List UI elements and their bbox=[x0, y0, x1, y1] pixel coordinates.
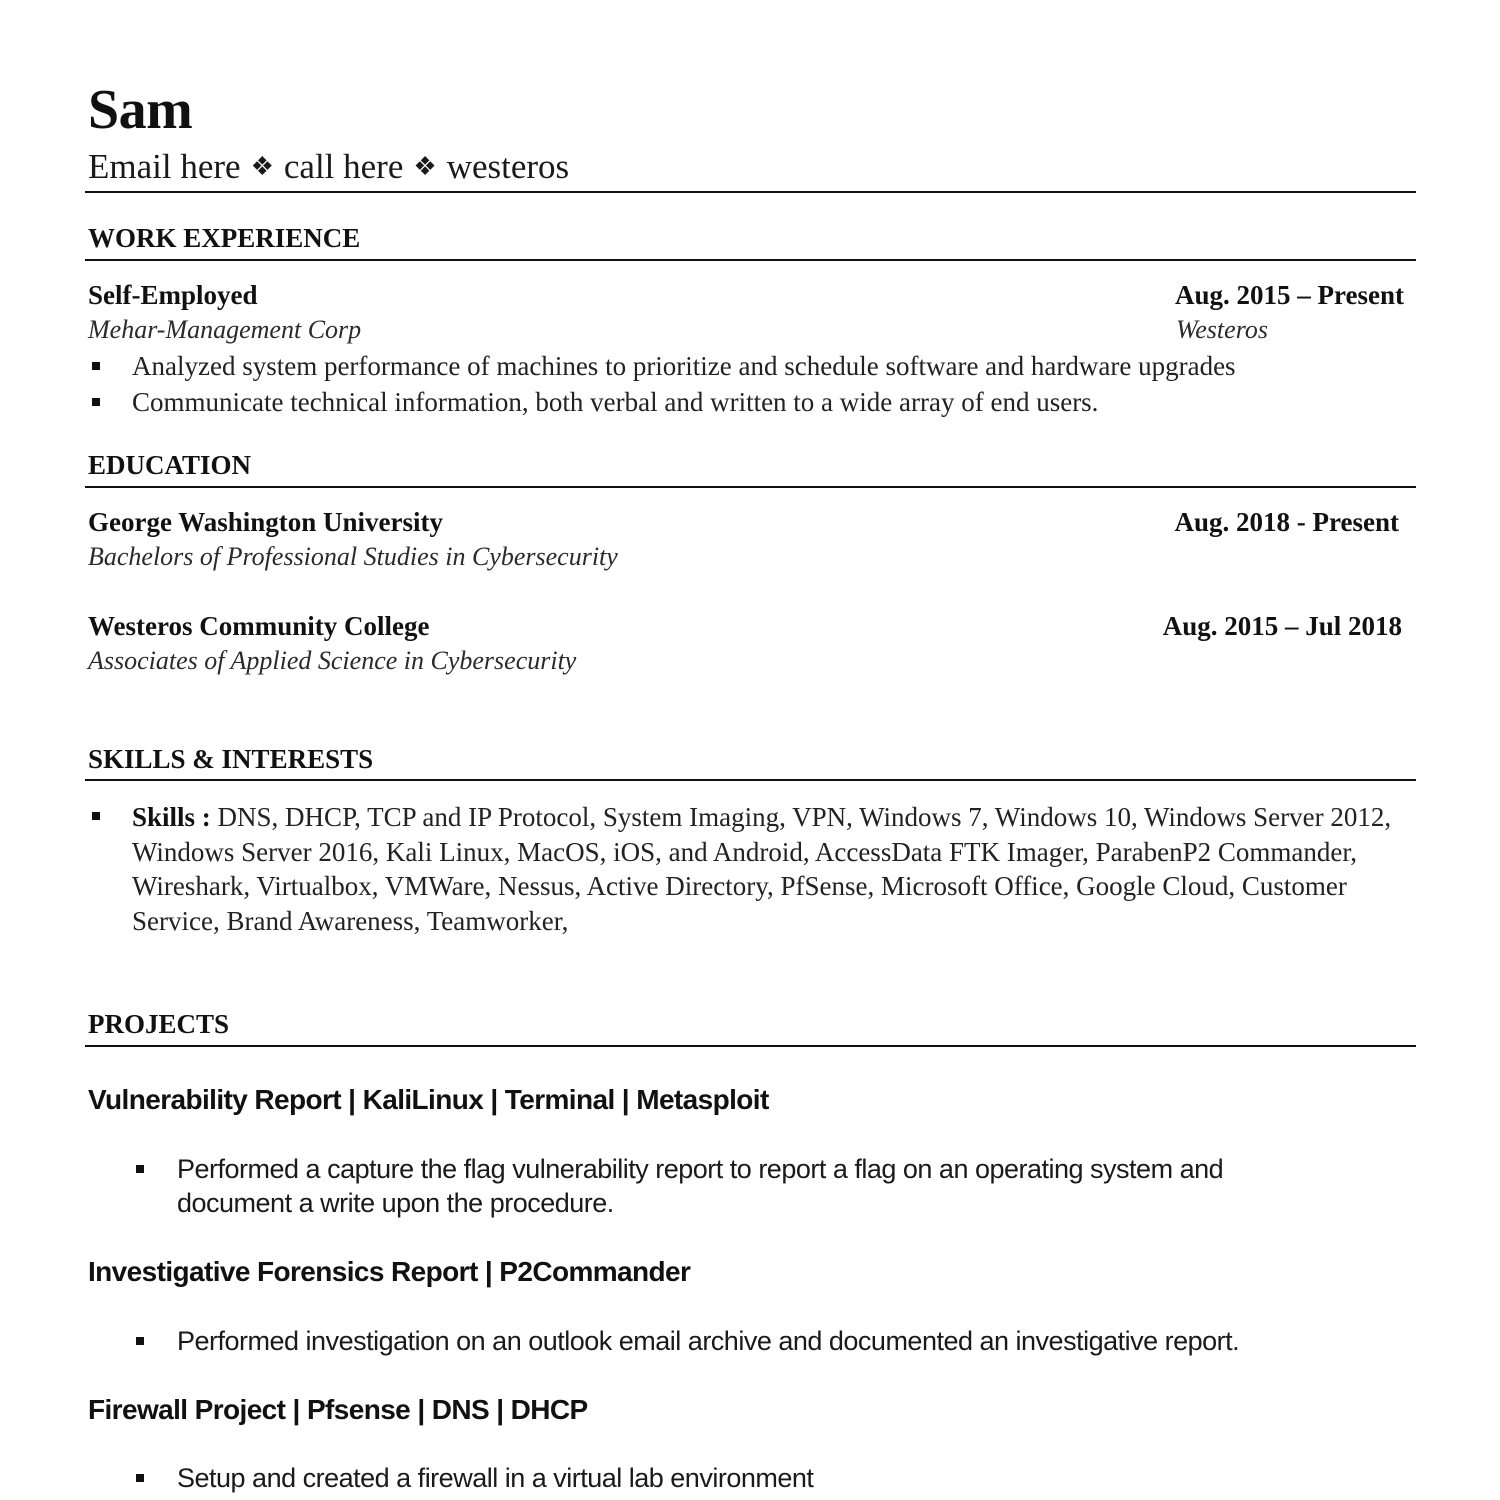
job-title: Self-Employed bbox=[88, 280, 258, 310]
school-date: Aug. 2018 - Present bbox=[1174, 507, 1399, 537]
job-location: Westeros bbox=[1176, 315, 1268, 344]
project-bullet-text: document a write upon the procedure. bbox=[177, 1188, 614, 1218]
diamond-separator-icon: ❖ bbox=[413, 152, 437, 181]
skills-list bbox=[132, 800, 1412, 938]
contact-phone: call here bbox=[283, 147, 404, 186]
project-bullet-text: Performed a capture the flag vulnerability report to report a flag on an operating system and bbox=[177, 1154, 1224, 1184]
square-bullet-icon bbox=[92, 362, 100, 370]
project-title: Vulnerability Report | KaliLinux | Terminal | Metasploit bbox=[88, 1084, 769, 1115]
diamond-separator-icon: ❖ bbox=[250, 152, 274, 181]
section-title-skills: SKILLS & INTERESTS bbox=[88, 744, 374, 774]
square-bullet-icon bbox=[92, 812, 100, 820]
contact-location: westeros bbox=[446, 147, 570, 186]
project-title: Investigative Forensics Report | P2Commander bbox=[88, 1256, 691, 1287]
school-date: Aug. 2015 – Jul 2018 bbox=[1162, 611, 1402, 641]
project-bullet-text: Setup and created a firewall in a virtual lab environment bbox=[177, 1463, 814, 1493]
contact-line bbox=[88, 146, 569, 191]
section-divider bbox=[85, 779, 1416, 781]
degree: Associates of Applied Science in Cybersecurity bbox=[88, 646, 577, 675]
section-title-projects: PROJECTS bbox=[88, 1009, 230, 1039]
skills-text: DNS, DHCP, TCP and IP Protocol, System Imaging, VPN, Windows 7, Windows 10, Windows Server 2012, Windows Server 2016, Kali Linux, MacOS, iOS, and Android, AccessData FTK Imager, ParabenP2 Commander, Wireshark, Virtualbox, VMWare, Nessus, Active Directory, PfSense, Microsoft Office, Google Cloud, Customer Service, Brand Awareness, Teamworker, bbox=[132, 802, 1392, 936]
skills-label: Skills : bbox=[132, 802, 211, 832]
square-bullet-icon bbox=[136, 1337, 144, 1345]
section-title-education: EDUCATION bbox=[88, 450, 252, 480]
job-company: Mehar-Management Corp bbox=[88, 315, 362, 344]
square-bullet-icon bbox=[136, 1474, 144, 1482]
section-divider bbox=[85, 486, 1416, 488]
project-bullet-text: Performed investigation on an outlook email archive and documented an investigative report. bbox=[177, 1326, 1240, 1356]
square-bullet-icon bbox=[136, 1165, 144, 1173]
candidate-name: Sam bbox=[88, 79, 193, 141]
project-title: Firewall Project | Pfsense | DNS | DHCP bbox=[88, 1394, 588, 1425]
job-date: Aug. 2015 – Present bbox=[1175, 280, 1404, 310]
school-name: George Washington University bbox=[88, 507, 444, 537]
section-divider bbox=[85, 259, 1416, 261]
school-name: Westeros Community College bbox=[88, 611, 430, 641]
square-bullet-icon bbox=[92, 398, 100, 406]
section-divider bbox=[85, 1045, 1416, 1047]
contact-email: Email here bbox=[88, 147, 241, 186]
degree: Bachelors of Professional Studies in Cybersecurity bbox=[88, 542, 618, 571]
section-title-work-experience: WORK EXPERIENCE bbox=[88, 223, 361, 253]
header-divider bbox=[85, 191, 1416, 193]
